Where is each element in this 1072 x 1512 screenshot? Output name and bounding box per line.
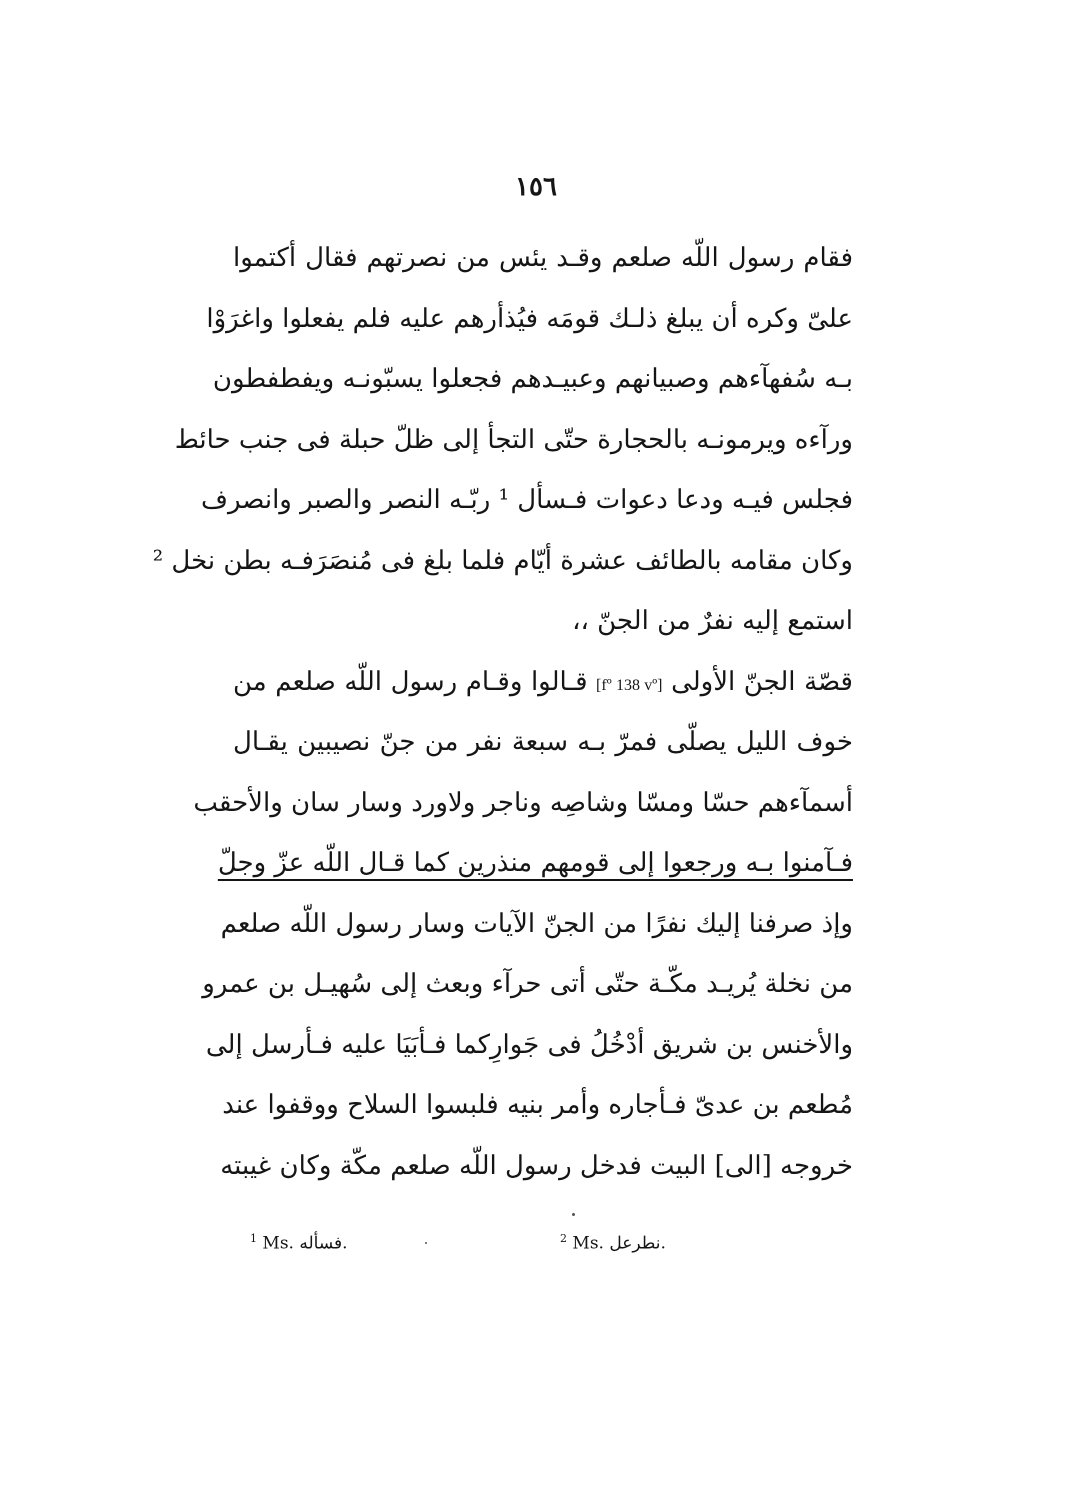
main-text-block xyxy=(152,228,853,1196)
text-line-13: من نخلة يُريـد مكّـة حتّى أتى حرآء وبعث إلى سُهيـل بن عمرو xyxy=(202,969,853,999)
footnote-2-text: نطرعل. xyxy=(609,1233,666,1254)
text-line-8 xyxy=(233,652,853,713)
text-line-2: علىّ وكره أن يبلغ ذلـك قومَه فيُذأرهم عليه فلم يفعلوا واغرَوْا xyxy=(206,303,853,334)
footnote-2 xyxy=(560,1232,666,1254)
scan-speck xyxy=(572,1213,575,1216)
text-line-8-rest: قـالوا وقـام رسول اللّه صلعم من xyxy=(233,666,588,697)
text-line-14: والأخنس بن شريق أدْخُلُ فى جَوارِكما فـأبَيَا عليه فـأرسل إلى xyxy=(205,1029,853,1060)
section-heading: قصّة الجنّ الأولى xyxy=(671,666,853,697)
footnote-1-mark: 1 xyxy=(250,1232,257,1245)
scan-speck xyxy=(425,1242,427,1244)
text-line-11: فـآمنوا بـه ورجعوا إلى قومهم منذرين كما قـال اللّه عزّ وجلّ xyxy=(217,848,853,878)
text-line-3: بـه سُفهآءهم وصبيانهم وعبيـدهم فجعلوا يسبّونـه ويفطفطون xyxy=(212,364,853,394)
footnote-2-mark: 2 xyxy=(560,1232,567,1245)
footnote-1-label: Ms. xyxy=(262,1233,294,1254)
text-line-15: مُطعم بن عدىّ فـأجاره وأمر بنيه فلبسوا السلاح ووقفوا عند xyxy=(222,1090,853,1120)
text-line-6: وكان مقامه بالطائف عشرة أيّام فلما بلغ فى مُنصَرَفـه بطن نخل ² xyxy=(152,545,853,576)
text-line-12: وإذ صرفنا إليك نفرًا من الجنّ الآيات وسار رسول اللّه صلعم xyxy=(220,908,853,939)
text-line-5: فجلس فيـه ودعا دعوات فـسأل ¹ ربّـه النصر والصبر وانصرف xyxy=(201,485,853,515)
footnote-2-label: Ms. xyxy=(572,1233,604,1254)
footnote-1-text: فسأله. xyxy=(299,1233,348,1254)
text-line-4: ورآءه ويرمونـه بالحجارة حتّى التجأ إلى ظلّ حبلة فى جنب حائط xyxy=(174,424,853,455)
footnote-1 xyxy=(250,1232,348,1254)
text-line-1: فقام رسول اللّه صلعم وقـد يئس من نصرتهم فقال أكتموا xyxy=(233,243,853,273)
text-line-7: استمع إليه نفرٌ من الجنّ ،، xyxy=(572,606,853,636)
text-line-16: خروجه [الى] البيت فدخل رسول اللّه صلعم مكّة وكان غيبته xyxy=(220,1150,853,1181)
footnotes xyxy=(250,1232,710,1262)
folio-marker: [fº 138 vº] xyxy=(596,676,663,694)
text-line-9: خوف الليل يصلّى فمرّ بـه سبعة نفر من جنّ نصيبين يقـال xyxy=(233,727,853,757)
page-number: ١٥٦ xyxy=(515,172,557,202)
text-line-10: أسمآءهم حسّا ومسّا وشاصِه وناجر ولاورد وسار سان والأحقب xyxy=(193,787,853,818)
